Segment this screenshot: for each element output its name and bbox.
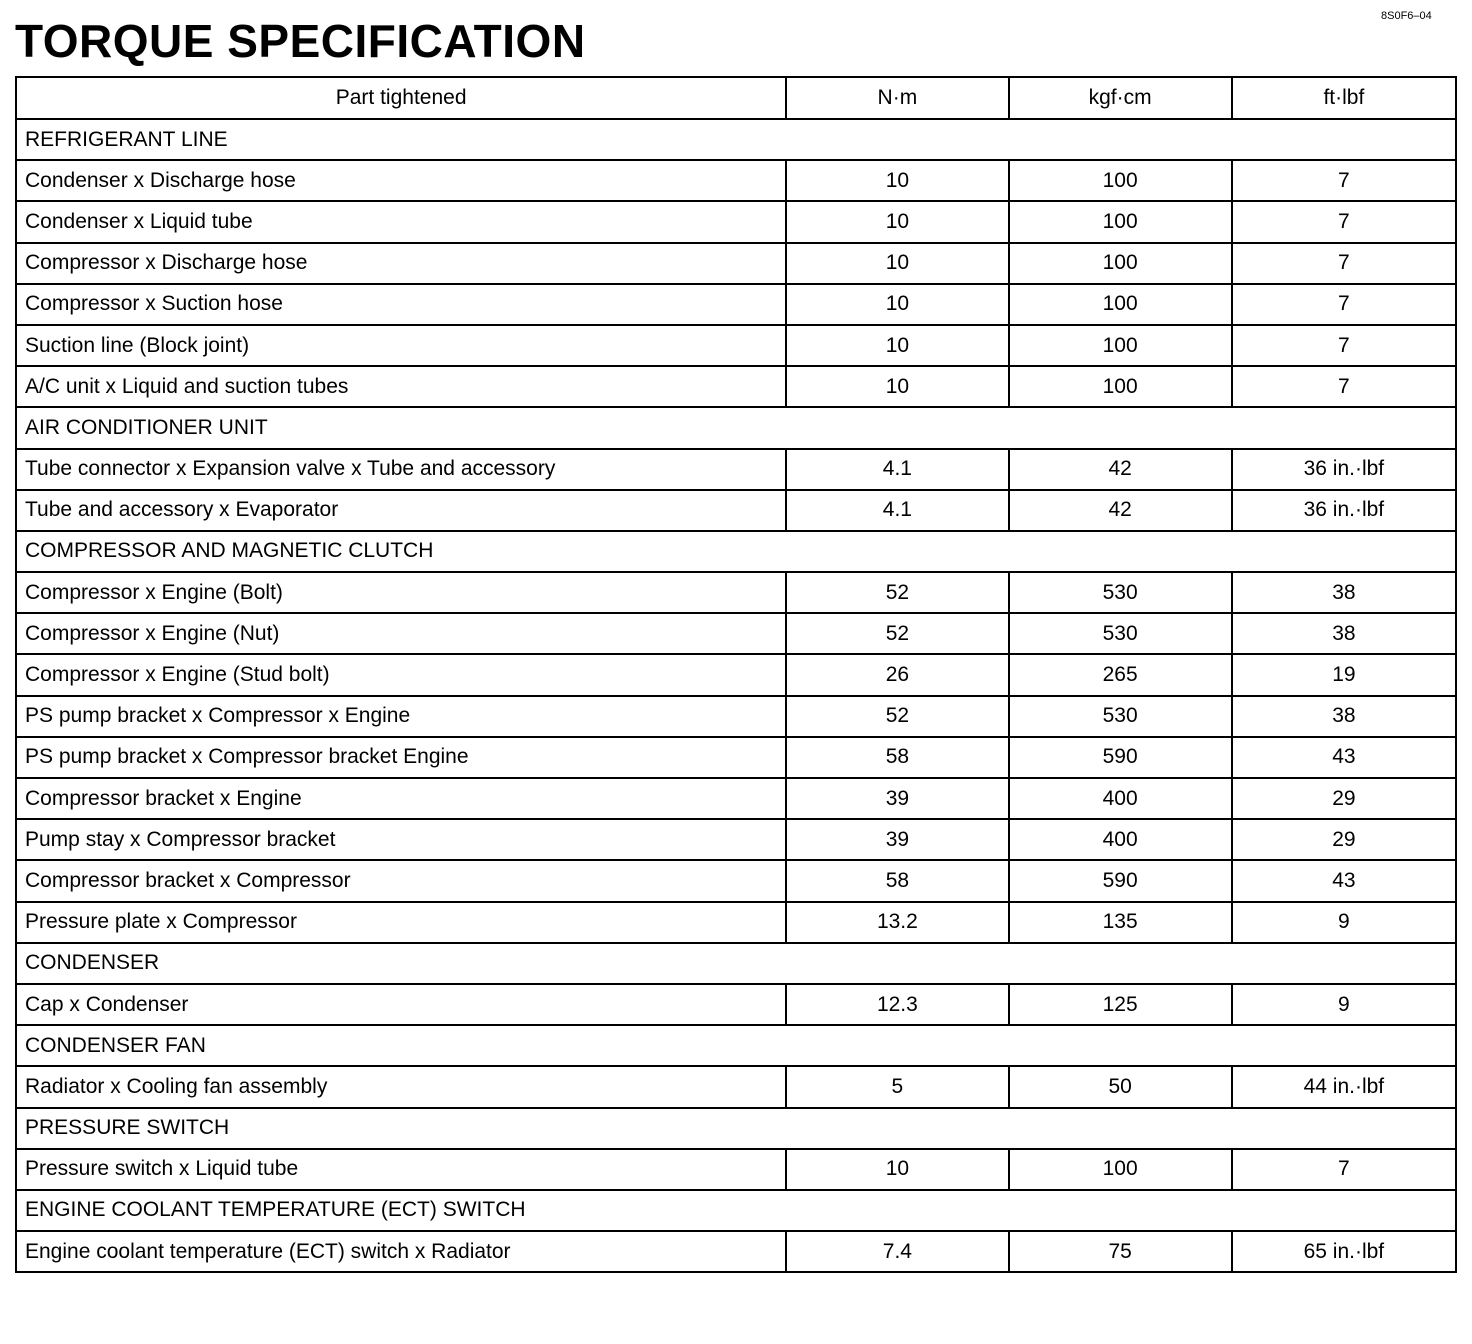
ft-lbf-cell: 38 bbox=[1232, 696, 1456, 737]
section-row bbox=[16, 943, 1456, 984]
nm-cell: 5 bbox=[786, 1066, 1008, 1107]
section-row bbox=[16, 407, 1456, 448]
table-row bbox=[16, 490, 1456, 531]
nm-cell: 10 bbox=[786, 284, 1008, 325]
part-cell: PS pump bracket x Compressor x Engine bbox=[16, 696, 786, 737]
column-header-kgf-cm: kgf·cm bbox=[1009, 77, 1232, 119]
section-heading: REFRIGERANT LINE bbox=[16, 119, 1456, 160]
part-cell: Pressure switch x Liquid tube bbox=[16, 1149, 786, 1190]
kgf-cm-cell: 265 bbox=[1009, 654, 1232, 695]
ft-lbf-cell: 43 bbox=[1232, 737, 1456, 778]
table-row bbox=[16, 366, 1456, 407]
column-header-part: Part tightened bbox=[16, 77, 786, 119]
section-row bbox=[16, 119, 1456, 160]
ft-lbf-cell: 44 in.·lbf bbox=[1232, 1066, 1456, 1107]
nm-cell: 7.4 bbox=[786, 1231, 1008, 1272]
ft-lbf-cell: 65 in.·lbf bbox=[1232, 1231, 1456, 1272]
table-header bbox=[16, 77, 1456, 119]
section-heading: CONDENSER bbox=[16, 943, 1456, 984]
nm-cell: 10 bbox=[786, 325, 1008, 366]
table-row bbox=[16, 1231, 1456, 1272]
ft-lbf-cell: 36 in.·lbf bbox=[1232, 490, 1456, 531]
part-cell: Pump stay x Compressor bracket bbox=[16, 819, 786, 860]
ft-lbf-cell: 29 bbox=[1232, 778, 1456, 819]
part-cell: Compressor x Engine (Bolt) bbox=[16, 572, 786, 613]
kgf-cm-cell: 100 bbox=[1009, 366, 1232, 407]
section-row bbox=[16, 1108, 1456, 1149]
table-row bbox=[16, 696, 1456, 737]
ft-lbf-cell: 7 bbox=[1232, 160, 1456, 201]
nm-cell: 12.3 bbox=[786, 984, 1008, 1025]
kgf-cm-cell: 100 bbox=[1009, 284, 1232, 325]
part-cell: Condenser x Discharge hose bbox=[16, 160, 786, 201]
section-heading: ENGINE COOLANT TEMPERATURE (ECT) SWITCH bbox=[16, 1190, 1456, 1231]
table-row bbox=[16, 778, 1456, 819]
page-title: TORQUE SPECIFICATION bbox=[15, 15, 586, 67]
part-cell: Tube and accessory x Evaporator bbox=[16, 490, 786, 531]
kgf-cm-cell: 135 bbox=[1009, 902, 1232, 943]
kgf-cm-cell: 100 bbox=[1009, 160, 1232, 201]
nm-cell: 58 bbox=[786, 860, 1008, 901]
part-cell: PS pump bracket x Compressor bracket Engine bbox=[16, 737, 786, 778]
part-cell: Pressure plate x Compressor bbox=[16, 902, 786, 943]
kgf-cm-cell: 75 bbox=[1009, 1231, 1232, 1272]
table-row bbox=[16, 613, 1456, 654]
part-cell: Compressor bracket x Compressor bbox=[16, 860, 786, 901]
nm-cell: 39 bbox=[786, 819, 1008, 860]
header-row bbox=[16, 77, 1456, 119]
part-cell: Condenser x Liquid tube bbox=[16, 201, 786, 242]
section-heading: PRESSURE SWITCH bbox=[16, 1108, 1456, 1149]
part-cell: Compressor x Engine (Nut) bbox=[16, 613, 786, 654]
part-cell: Compressor x Discharge hose bbox=[16, 243, 786, 284]
table-row bbox=[16, 902, 1456, 943]
kgf-cm-cell: 530 bbox=[1009, 572, 1232, 613]
table-row bbox=[16, 449, 1456, 490]
nm-cell: 13.2 bbox=[786, 902, 1008, 943]
ft-lbf-cell: 7 bbox=[1232, 325, 1456, 366]
table-row bbox=[16, 819, 1456, 860]
torque-spec-table bbox=[15, 76, 1457, 1273]
ft-lbf-cell: 38 bbox=[1232, 572, 1456, 613]
kgf-cm-cell: 100 bbox=[1009, 325, 1232, 366]
kgf-cm-cell: 590 bbox=[1009, 860, 1232, 901]
part-cell: Radiator x Cooling fan assembly bbox=[16, 1066, 786, 1107]
kgf-cm-cell: 530 bbox=[1009, 696, 1232, 737]
kgf-cm-cell: 590 bbox=[1009, 737, 1232, 778]
nm-cell: 58 bbox=[786, 737, 1008, 778]
kgf-cm-cell: 100 bbox=[1009, 201, 1232, 242]
part-cell: Engine coolant temperature (ECT) switch x Radiator bbox=[16, 1231, 786, 1272]
ft-lbf-cell: 9 bbox=[1232, 902, 1456, 943]
ft-lbf-cell: 7 bbox=[1232, 1149, 1456, 1190]
ft-lbf-cell: 19 bbox=[1232, 654, 1456, 695]
part-cell: Suction line (Block joint) bbox=[16, 325, 786, 366]
kgf-cm-cell: 42 bbox=[1009, 449, 1232, 490]
kgf-cm-cell: 400 bbox=[1009, 819, 1232, 860]
part-cell: Compressor bracket x Engine bbox=[16, 778, 786, 819]
ft-lbf-cell: 29 bbox=[1232, 819, 1456, 860]
table-row bbox=[16, 201, 1456, 242]
nm-cell: 10 bbox=[786, 160, 1008, 201]
ft-lbf-cell: 7 bbox=[1232, 284, 1456, 325]
part-cell: Compressor x Engine (Stud bolt) bbox=[16, 654, 786, 695]
kgf-cm-cell: 400 bbox=[1009, 778, 1232, 819]
nm-cell: 4.1 bbox=[786, 449, 1008, 490]
nm-cell: 52 bbox=[786, 613, 1008, 654]
ft-lbf-cell: 7 bbox=[1232, 201, 1456, 242]
nm-cell: 10 bbox=[786, 1149, 1008, 1190]
part-cell: Tube connector x Expansion valve x Tube and accessory bbox=[16, 449, 786, 490]
column-header-nm: N·m bbox=[786, 77, 1008, 119]
table-row bbox=[16, 1066, 1456, 1107]
table-row bbox=[16, 243, 1456, 284]
nm-cell: 26 bbox=[786, 654, 1008, 695]
section-row bbox=[16, 1190, 1456, 1231]
table-row bbox=[16, 325, 1456, 366]
section-row bbox=[16, 1025, 1456, 1066]
table-body bbox=[16, 119, 1456, 1272]
kgf-cm-cell: 50 bbox=[1009, 1066, 1232, 1107]
kgf-cm-cell: 530 bbox=[1009, 613, 1232, 654]
table-row bbox=[16, 984, 1456, 1025]
document-code: 8S0F6–04 bbox=[1381, 10, 1432, 22]
section-heading: CONDENSER FAN bbox=[16, 1025, 1456, 1066]
table-row bbox=[16, 737, 1456, 778]
ft-lbf-cell: 38 bbox=[1232, 613, 1456, 654]
table-row bbox=[16, 1149, 1456, 1190]
table-row bbox=[16, 572, 1456, 613]
ft-lbf-cell: 7 bbox=[1232, 366, 1456, 407]
nm-cell: 39 bbox=[786, 778, 1008, 819]
part-cell: Cap x Condenser bbox=[16, 984, 786, 1025]
table-row bbox=[16, 654, 1456, 695]
part-cell: Compressor x Suction hose bbox=[16, 284, 786, 325]
kgf-cm-cell: 42 bbox=[1009, 490, 1232, 531]
part-cell: A/C unit x Liquid and suction tubes bbox=[16, 366, 786, 407]
ft-lbf-cell: 9 bbox=[1232, 984, 1456, 1025]
kgf-cm-cell: 125 bbox=[1009, 984, 1232, 1025]
kgf-cm-cell: 100 bbox=[1009, 243, 1232, 284]
section-heading: COMPRESSOR AND MAGNETIC CLUTCH bbox=[16, 531, 1456, 572]
table-row bbox=[16, 284, 1456, 325]
ft-lbf-cell: 43 bbox=[1232, 860, 1456, 901]
nm-cell: 52 bbox=[786, 572, 1008, 613]
nm-cell: 4.1 bbox=[786, 490, 1008, 531]
kgf-cm-cell: 100 bbox=[1009, 1149, 1232, 1190]
nm-cell: 10 bbox=[786, 366, 1008, 407]
nm-cell: 10 bbox=[786, 201, 1008, 242]
section-row bbox=[16, 531, 1456, 572]
ft-lbf-cell: 36 in.·lbf bbox=[1232, 449, 1456, 490]
column-header-ft-lbf: ft·lbf bbox=[1232, 77, 1456, 119]
table-row bbox=[16, 860, 1456, 901]
ft-lbf-cell: 7 bbox=[1232, 243, 1456, 284]
section-heading: AIR CONDITIONER UNIT bbox=[16, 407, 1456, 448]
table-row bbox=[16, 160, 1456, 201]
nm-cell: 52 bbox=[786, 696, 1008, 737]
nm-cell: 10 bbox=[786, 243, 1008, 284]
